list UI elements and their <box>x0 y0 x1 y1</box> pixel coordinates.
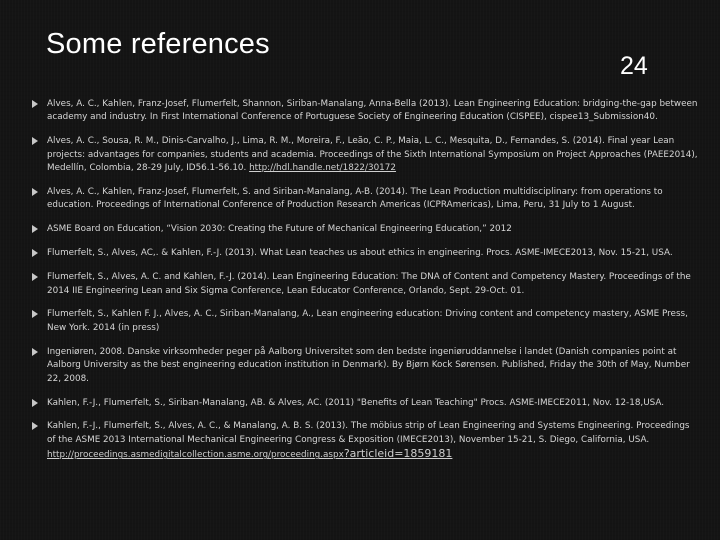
reference-item <box>30 397 698 410</box>
reference-item <box>30 420 698 462</box>
reference-item <box>30 271 698 298</box>
reference-text: Alves, A. C., Kahlen, Franz-Josef, Flumerfelt, S. and Siriban-Manalang, A-B. (2014). The Lean Production multidisciplinary: from operations to education. Proceedings of International Conference of Production Research Americas (ICPRAmericas), Lima, Peru, 31 July to 1 August. <box>47 187 663 211</box>
reference-item <box>30 346 698 386</box>
bullet-arrow-icon <box>32 422 38 430</box>
reference-item <box>30 135 698 175</box>
bullet-arrow-icon <box>32 399 38 407</box>
bullet-arrow-icon <box>32 225 38 233</box>
reference-text: Flumerfelt, S., Kahlen F. J., Alves, A. C., Siriban-Manalang, A., Lean engineering education: Driving content and competency mastery, ASME Press, New York. 2014 (in press) <box>47 309 688 333</box>
bullet-arrow-icon <box>32 310 38 318</box>
bullet-arrow-icon <box>32 188 38 196</box>
reference-list <box>30 98 698 473</box>
reference-link[interactable]: http://proceedings.asmedigitalcollection.asme.org/proceeding.aspx <box>47 450 344 461</box>
reference-text: Flumerfelt, S., Alves, AC,. & Kahlen, F.-J. (2013). What Lean teaches us about ethics in engineering. Procs. ASME-IMECE2013, Nov. 15-21, USA. <box>47 248 673 259</box>
bullet-arrow-icon <box>32 273 38 281</box>
bullet-arrow-icon <box>32 249 38 257</box>
reference-text: Alves, A. C., Kahlen, Franz-Josef, Flumerfelt, Shannon, Siriban-Manalang, Anna-Bella (2013). Lean Engineering Education: bridging-the-gap between academy and industry. In First International Conference of Portuguese Society of Engineering Education (CISPEE), cispee13_Submission40. <box>47 99 698 123</box>
reference-link-query[interactable]: ?articleid=1859181 <box>343 447 453 461</box>
reference-text: Flumerfelt, S., Alves, A. C. and Kahlen, F.-J. (2014). Lean Engineering Education: The DNA of Content and Competency Mastery. Proceedings of the 2014 IIE Engineering Lean and Six Sigma Conference, Lean Educator Conference, Orlando, Sept. 29-Oct. 01. <box>47 272 691 296</box>
reference-text: Alves, A. C., Sousa, R. M., Dinis-Carvalho, J., Lima, R. M., Moreira, F., Leão, C. P., Maia, L. C., Mesquita, D., Fernandes, S. (2014). Final year Lean projects: advantages for companies, students and academia. Proceedings of the Sixth International Symposium on Project Approaches (PAEE2014), Medellín, Colombia, 28-29 July, ID56.1-56.10. <box>47 136 698 174</box>
reference-item <box>30 223 698 236</box>
reference-item <box>30 247 698 260</box>
slide-number: 24 <box>620 52 648 80</box>
bullet-arrow-icon <box>32 100 38 108</box>
reference-item <box>30 186 698 213</box>
reference-text: Kahlen, F.-J., Flumerfelt, S., Alves, A. C., & Manalang, A. B. S. (2013). The möbius strip of Lean Engineering and Systems Engineering. Proceedings of the ASME 2013 International Mechanical Engineering Congress & Exposition (IMECE2013), November 15-21, S. Diego, California, USA. <box>47 421 690 445</box>
reference-item <box>30 308 698 335</box>
reference-text: Ingeniøren, 2008. Danske virksomheder peger på Aalborg Universitet som den bedste ingeniøruddannelse i landet (Danish companies point at Aalborg University as the best engineering education institution in Denmark). By Bjørn Kock Sørensen. Published, Friday the 30th of May, Number 22, 2008. <box>47 346 690 384</box>
reference-link[interactable]: http://hdl.handle.net/1822/30172 <box>249 163 396 174</box>
reference-text: ASME Board on Education, “Vision 2030: Creating the Future of Mechanical Engineering Education,” 2012 <box>47 224 512 235</box>
reference-text: Kahlen, F.-J., Flumerfelt, S., Siriban-Manalang, AB. & Alves, AC. (2011) "Benefits of Lean Teaching" Procs. ASME-IMECE2011, Nov. 12-18,USA. <box>47 397 665 408</box>
slide-title: Some references <box>46 28 270 60</box>
bullet-arrow-icon <box>32 348 38 356</box>
bullet-arrow-icon <box>32 137 38 145</box>
reference-item <box>30 98 698 125</box>
